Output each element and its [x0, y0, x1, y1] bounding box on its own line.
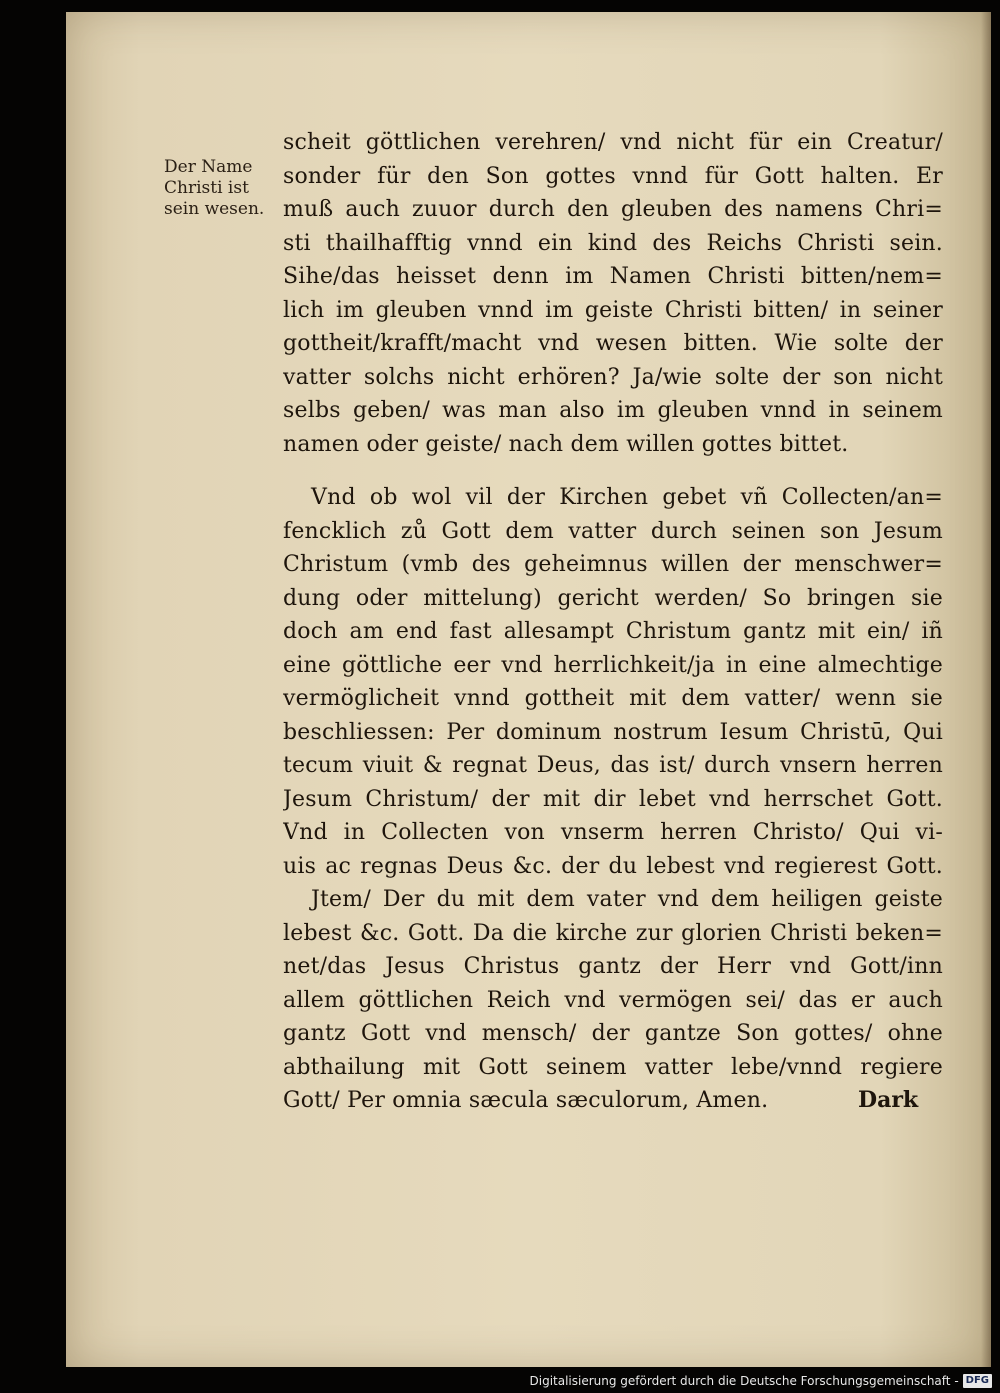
text-line: lich im gleuben vnnd im geiste Christi bitten/ in seiner [283, 297, 943, 323]
text-line: scheit göttlichen verehren/ vnd nicht für ein Creatur/ [283, 130, 943, 155]
text-line: Christum (vmb des geheimnus willen der menschwer= [283, 552, 943, 577]
text-line: tecum viuit & regnat Deus, das ist/ durch vnsern herren [283, 753, 943, 778]
text-line: eine göttliche eer vnd herrlichkeit/ja in eine almechtige [283, 652, 943, 678]
text-line: dung oder mittelung) gericht werden/ So bringen sie [283, 585, 943, 611]
text-line: gantz Gott vnd mensch/ der gantze Son gottes/ ohne [283, 1021, 943, 1046]
text-line: net/das Jesus Christus gantz der Herr vnd Gott/inn [283, 954, 943, 979]
text-line: vermöglicheit vnnd gottheit mit dem vatter/ wenn sie [283, 686, 943, 711]
text-line: namen oder geiste/ nach dem willen gottes bittet. [283, 431, 849, 457]
margin-note [164, 157, 280, 220]
dfg-logo: DFG [963, 1374, 992, 1388]
text-line: selbs geben/ was man also im gleuben vnnd in seinem [283, 398, 943, 423]
text-line: vatter solchs nicht erhören? Ja/wie solte der son nicht [283, 364, 943, 390]
text-line: Sihe/das heisset denn im Namen Christi bitten/nem= [283, 264, 943, 289]
text-line: Jtem/ Der du mit dem vater vnd dem heiligen geiste [311, 887, 943, 912]
text-line: sti thailhafftig vnnd ein kind des Reichs Christi sein. [283, 230, 943, 256]
footer-credit-text: Digitalisierung gefördert durch die Deutsche Forschungsgemeinschaft - [529, 1374, 959, 1388]
text-line: Gott/ Per omnia sæcula sæculorum, Amen. [283, 1088, 769, 1113]
margin-note-line: Der Name [164, 157, 253, 177]
text-line: beschliessen: Per dominum nostrum Iesum Christū, Qui [283, 719, 943, 745]
text-line: Vnd ob wol vil der Kirchen gebet vñ Collecten/an= [311, 485, 943, 510]
text-line: allem göttlichen Reich vnd vermögen sei/ das er auch [283, 987, 943, 1013]
margin-note-line: sein wesen. [164, 199, 265, 219]
catchword: Dark [858, 1087, 919, 1113]
margin-note-line: Christi ist [164, 178, 249, 198]
text-line: sonder für den Son gottes vnnd für Gott halten. Er [283, 163, 943, 189]
text-line: fencklich zů Gott dem vatter durch seinen son Jesum [283, 518, 943, 544]
text-line: gottheit/krafft/macht vnd wesen bitten. Wie solte der [283, 331, 943, 356]
text-line: Jesum Christum/ der mit dir lebet vnd herrschet Gott. [283, 786, 943, 812]
page-edge-shadow [981, 12, 991, 1367]
text-line: abthailung mit Gott seinem vatter lebe/vnnd regiere [283, 1054, 943, 1080]
text-line: lebest &c. Gott. Da die kirche zur glorien Christi beken= [283, 920, 943, 946]
text-line: doch am end fast allesampt Christum gantz mit ein/ iñ [283, 619, 943, 644]
paragraph-2 [283, 481, 943, 1118]
text-line: uis ac regnas Deus &c. der du lebest vnd regierest Gott. [283, 853, 943, 879]
text-line: muß auch zuuor durch den gleuben des namens Chri= [283, 197, 943, 222]
digitization-footer [530, 1371, 993, 1391]
paragraph-1 [283, 126, 943, 461]
text-line: Vnd in Collecten von vnserm herren Christo/ Qui vi- [283, 820, 943, 845]
